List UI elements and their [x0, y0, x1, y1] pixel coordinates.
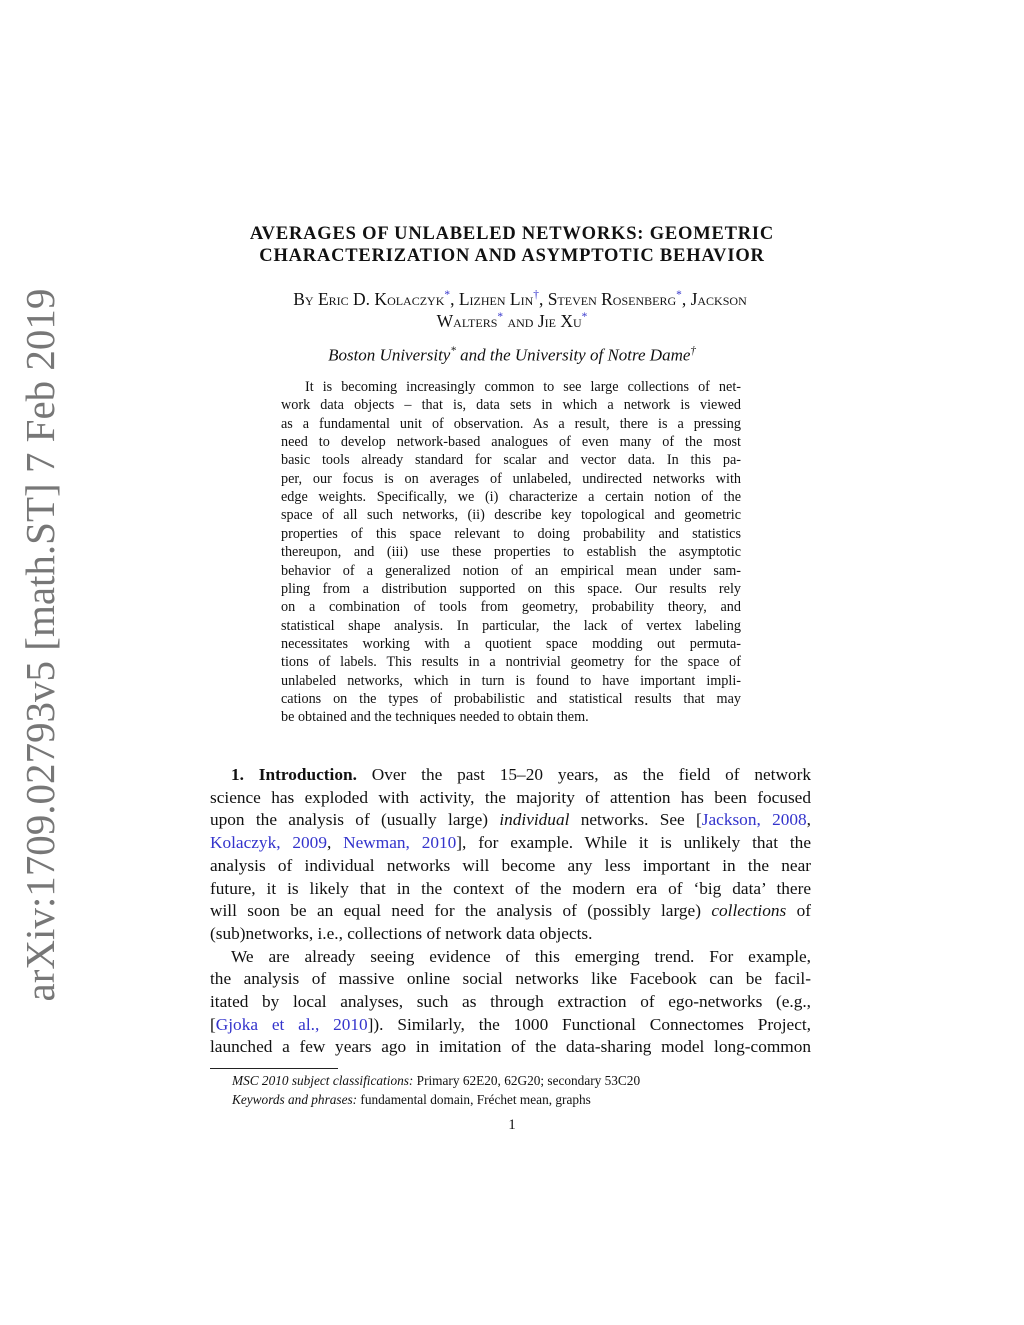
- abstract-line: on a combination of tools from geometry, probability theory, and: [281, 599, 741, 616]
- affil-mark[interactable]: *: [497, 311, 504, 324]
- abstract-line: behavior of a generalized notion of an empirical mean under sam-: [281, 562, 741, 579]
- body-line: [210, 856, 811, 876]
- abstract-line: edge weights. Specifically, we (i) characterize a certain notion of the: [281, 489, 741, 506]
- body-line: [210, 810, 811, 830]
- sep: ,: [538, 289, 548, 309]
- body-line: [210, 1037, 811, 1057]
- body-line: [210, 992, 811, 1012]
- footnote-msc: [232, 1073, 640, 1089]
- body-text: [: [210, 1014, 216, 1034]
- abstract-line: cations on the types of probabilistic and statistical results that may: [281, 690, 741, 707]
- footnote-rule: [210, 1068, 338, 1069]
- body-text: of: [786, 901, 811, 921]
- body-text: future, it is likely that in the context of the modern era of ‘big data’ there: [210, 878, 811, 898]
- body-text: ,: [326, 833, 344, 853]
- author: Steven Rosenberg: [547, 289, 677, 309]
- by-label: By: [293, 289, 318, 309]
- abstract-line: necessitates working with a quotient space modding out permuta-: [281, 635, 741, 652]
- citation-link[interactable]: Kolaczyk, 2009: [210, 833, 327, 853]
- body-line: [231, 765, 811, 785]
- sep: ,: [681, 289, 691, 309]
- citation-link[interactable]: Newman, 2010: [343, 833, 457, 853]
- body-text: upon the analysis of (usually large): [210, 810, 500, 830]
- abstract-line: work data objects – that is, data sets in which a network is viewed: [281, 397, 741, 414]
- abstract-line: properties of this space relevant to doing probability and statistics: [281, 525, 741, 542]
- abstract-line: thereupon, and (iii) use these properties to establish the asymptotic: [281, 544, 741, 561]
- abstract-line: pling from a distribution supported on this space. Our results rely: [281, 580, 741, 597]
- affil-bu: Boston University: [328, 345, 451, 365]
- page-number: 1: [508, 1117, 516, 1133]
- body-text: ], for example. While it is unlikely that the: [456, 833, 811, 853]
- author: Walters: [436, 311, 498, 331]
- body-text: (sub)networks, i.e., collections of network data objects.: [210, 923, 593, 943]
- abstract-line: tions of labels. This results in a nontrivial geometry for the space of: [281, 654, 741, 671]
- affil-nd: and the University of Notre Dame: [455, 345, 691, 365]
- section-heading: 1. Introduction.: [231, 765, 357, 784]
- body-text: will soon be an equal need for the analysis of (possibly large): [210, 901, 712, 921]
- author: Eric D. Kolaczyk: [317, 289, 445, 309]
- author: Lizhen Lin: [458, 289, 534, 309]
- body-line: [210, 901, 811, 921]
- body-line: [210, 1015, 811, 1035]
- body-text: networks. See [: [569, 810, 702, 830]
- citation-link[interactable]: Gjoka et al., 2010: [215, 1014, 368, 1034]
- author: Jackson: [690, 289, 747, 309]
- affil-mark: †: [690, 345, 696, 357]
- abstract-line: unlabeled networks, which in turn is found to have important impli-: [281, 672, 741, 689]
- body-text: science has exploded with activity, the majority of attention has been focused: [210, 787, 811, 807]
- abstract-line: be obtained and the techniques needed to obtain them.: [281, 709, 589, 726]
- paper-title-line-2: CHARACTERIZATION AND ASYMPTOTIC BEHAVIOR: [259, 246, 765, 266]
- abstract-line: as a fundamental unit of observation. As a result, there is a pressing: [281, 415, 741, 432]
- abstract-line: statistical shape analysis. In particular, the lack of vertex labeling: [281, 617, 741, 634]
- affil-mark[interactable]: †: [533, 289, 539, 302]
- citation-link[interactable]: Jackson, 2008: [701, 810, 807, 830]
- abstract-line: It is becoming increasingly common to see large collections of net-: [305, 379, 741, 395]
- body-line: [210, 833, 811, 853]
- affil-mark[interactable]: *: [676, 289, 682, 302]
- footnote-keywords: [232, 1092, 591, 1108]
- body-text: Over the past 15–20 years, as the field of network: [356, 765, 811, 784]
- body-line: [231, 947, 811, 967]
- body-text: ,: [806, 810, 811, 830]
- abstract-line: basic tools already standard for scalar and vector data. In this pa-: [281, 452, 741, 469]
- body-text: analysis of individual networks will become any less important in the near: [210, 855, 811, 875]
- body-text: collections: [711, 901, 787, 921]
- keywords-label: Keywords and phrases:: [232, 1092, 358, 1107]
- body-text: the analysis of massive online social networks like Facebook can be facil-: [210, 969, 811, 989]
- body-line: [210, 969, 811, 989]
- body-text: launched a few years ago in imitation of the data-sharing model long-common: [210, 1037, 811, 1057]
- body-line: [210, 788, 811, 808]
- body-text: itated by local analyses, such as through extraction of ego-networks (e.g.,: [210, 992, 811, 1011]
- abstract-line: per, our focus is on averages of unlabeled, undirected networks with: [281, 470, 741, 487]
- msc-value: Primary 62E20, 62G20; secondary 53C20: [413, 1073, 641, 1088]
- and-label: and: [503, 311, 538, 331]
- body-text: individual: [499, 810, 570, 830]
- body-text: We are already seeing evidence of this emerging trend. For example,: [231, 946, 811, 966]
- msc-label: MSC 2010 subject classifications:: [232, 1073, 414, 1088]
- arxiv-stamp: arXiv:1709.02793v5 [math.ST] 7 Feb 2019: [17, 288, 63, 1002]
- paper-title-line-1: AVERAGES OF UNLABELED NETWORKS: GEOMETRIC: [249, 224, 775, 244]
- authors-line-1: [0, 289, 1024, 310]
- sep: ,: [450, 289, 459, 309]
- keywords-value: fundamental domain, Fréchet mean, graphs: [357, 1092, 591, 1107]
- author: Jie Xu: [537, 311, 582, 331]
- affil-mark: *: [450, 345, 456, 357]
- body-text: ]). Similarly, the 1000 Functional Connectomes Project,: [367, 1014, 811, 1034]
- affil-mark[interactable]: *: [444, 289, 451, 302]
- authors-line-2: [0, 311, 1024, 332]
- abstract-line: need to develop network-based analogues of even many of the most: [281, 434, 741, 451]
- affiliation: [0, 345, 1024, 366]
- body-line: [210, 924, 811, 944]
- affil-mark[interactable]: *: [581, 311, 588, 324]
- abstract-line: space of all such networks, (ii) describe key topological and geometric: [281, 507, 741, 524]
- body-line: [210, 879, 811, 899]
